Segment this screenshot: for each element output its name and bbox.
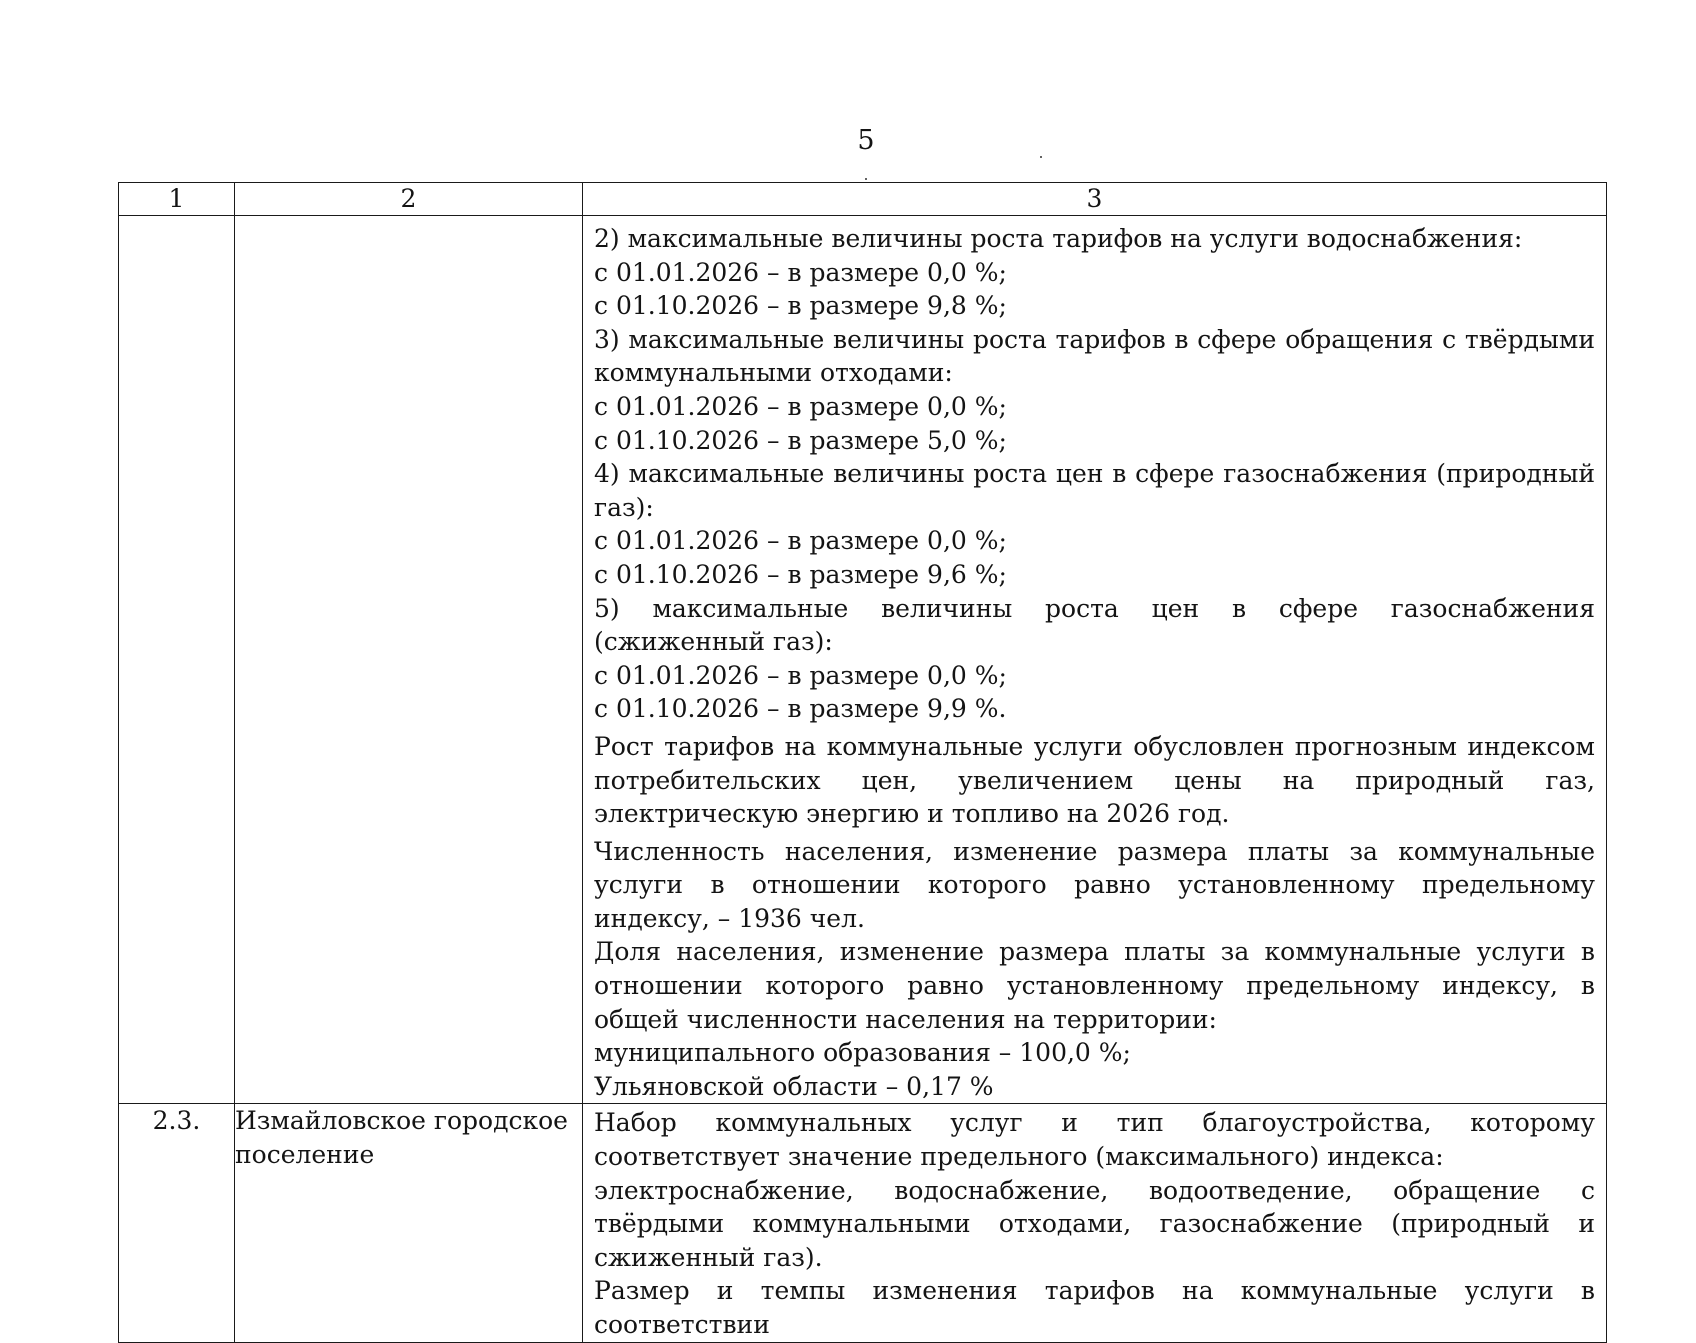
text-line: Ульяновской области – 0,17 % xyxy=(594,1071,994,1101)
row-content-text xyxy=(583,216,1606,1103)
text-line: с 01.10.2026 – в размере 9,8 %; xyxy=(594,291,1007,321)
text-line: 4) максимальные величины роста цен в сфере газоснабжения (природный газ): xyxy=(594,459,1595,522)
text-line: с 01.10.2026 – в размере 5,0 %; xyxy=(594,425,1007,455)
row-content xyxy=(583,1104,1607,1342)
header-col-3: 3 xyxy=(583,183,1607,216)
text-line: с 01.10.2026 – в размере 9,6 %; xyxy=(594,559,1007,589)
header-col-2: 2 xyxy=(235,183,583,216)
table-header-row xyxy=(119,183,1607,216)
text-line: с 01.01.2026 – в размере 0,0 %; xyxy=(594,257,1007,287)
text-paragraph: Рост тарифов на коммунальные услуги обусловлен прогнозным индексом потребительских цен, увеличением цены на природный газ, электрическую энергию и топливо на 2026 год. xyxy=(594,731,1595,829)
text-line: с 01.10.2026 – в размере 9,9 %. xyxy=(594,694,1007,724)
row-name: Измайловское городское поселение xyxy=(235,1104,583,1342)
text-line: с 01.01.2026 – в размере 0,0 %; xyxy=(594,391,1007,421)
text-paragraph: Набор коммунальных услуг и тип благоустройства, которому соответствует значение предельного (максимального) индекса: xyxy=(594,1108,1595,1172)
page-number: 5 xyxy=(857,125,875,156)
text-line: 5) максимальные величины роста цен в сфере газоснабжения (сжиженный газ): xyxy=(594,593,1595,657)
data-table xyxy=(118,182,1607,1343)
row-content-text xyxy=(583,1104,1606,1341)
text-paragraph: Численность населения, изменение размера платы за коммунальные услуги в отношении которого равно установленному предельному индексу, – 1936 чел. xyxy=(594,836,1595,933)
row-number: 2.3. xyxy=(119,1104,235,1342)
row-content xyxy=(583,216,1607,1104)
row-number xyxy=(119,216,235,1104)
scan-speck xyxy=(865,178,867,180)
text-paragraph: Доля населения, изменение размера платы за коммунальные услуги в отношении которого равно установленному предельному индексу, в общей численности населения на территории: xyxy=(594,937,1595,1034)
text-paragraph: Размер и темпы изменения тарифов на коммунальные услуги в соответствии xyxy=(594,1276,1595,1339)
scan-speck xyxy=(1040,156,1042,158)
row-name xyxy=(235,216,583,1104)
text-paragraph: 3) максимальные величины роста тарифов в сфере обращения с твёрдыми коммунальными отходами: xyxy=(594,324,1595,388)
text-line: с 01.01.2026 – в размере 0,0 %; xyxy=(594,660,1007,690)
text-line: с 01.01.2026 – в размере 0,0 %; xyxy=(594,526,1007,556)
table-row xyxy=(119,216,1607,1104)
header-col-1: 1 xyxy=(119,183,235,216)
text-paragraph: электроснабжение, водоснабжение, водоотведение, обращение с твёрдыми коммунальными отходами, газоснабжение (природный и сжиженный газ). xyxy=(594,1175,1595,1272)
text-line: муниципального образования – 100,0 %; xyxy=(594,1038,1131,1068)
text-line: 2) максимальные величины роста тарифов на услуги водоснабжения: xyxy=(594,224,1523,253)
table-row xyxy=(119,1104,1607,1342)
